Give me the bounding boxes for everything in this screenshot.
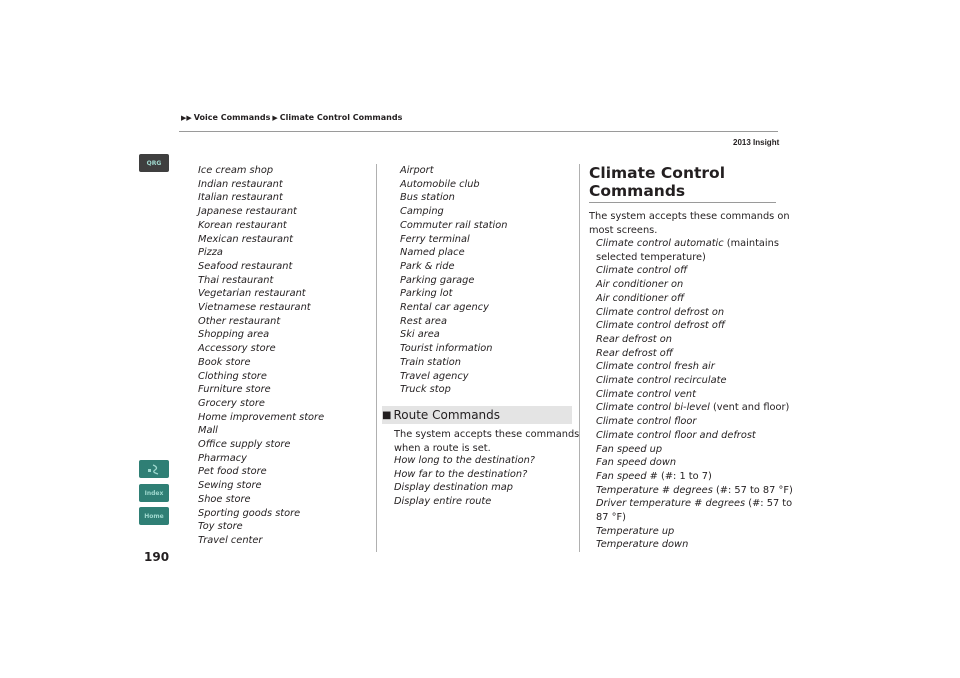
- list-item: How far to the destination?: [394, 468, 528, 480]
- list-item: Camping: [400, 206, 444, 218]
- list-item: Display destination map: [394, 482, 513, 494]
- list-item: Accessory store: [198, 343, 276, 355]
- command-text: Fan speed down: [596, 457, 677, 469]
- climate-control-title: Climate Control Commands: [589, 164, 726, 200]
- toc-tab[interactable]: [139, 460, 169, 478]
- list-item: [596, 443, 793, 457]
- list-item: Other restaurant: [198, 315, 281, 327]
- home-label: Home: [144, 512, 164, 520]
- list-item: Parking garage: [400, 274, 475, 286]
- qrg-tab[interactable]: [139, 154, 169, 172]
- list-item: [596, 525, 793, 539]
- command-text: Temperature # degrees: [596, 484, 713, 496]
- command-text: Temperature up: [596, 525, 675, 537]
- list-item: Furniture store: [198, 384, 271, 396]
- command-note: (vent and floor): [709, 402, 790, 414]
- column-divider: [376, 164, 377, 552]
- square-bullet-icon: ■: [382, 409, 392, 421]
- list-item: Tourist information: [400, 343, 493, 355]
- command-note: (#: 57 to 87 °F): [712, 484, 793, 496]
- list-item: Travel agency: [400, 370, 469, 382]
- command-text: Climate control vent: [596, 388, 696, 400]
- list-item: Automobile club: [400, 178, 480, 190]
- route-commands-list: [394, 454, 535, 509]
- command-note: 87 °F): [596, 512, 626, 524]
- list-item: Pet food store: [198, 466, 267, 478]
- command-text: Climate control defrost on: [596, 306, 725, 318]
- list-item: [596, 319, 793, 333]
- command-text: Climate control bi-level: [596, 402, 710, 414]
- list-item: [596, 333, 793, 347]
- list-item: [596, 388, 793, 402]
- list-item: Toy store: [198, 521, 243, 533]
- list-item: Park & ride: [400, 260, 455, 272]
- command-note: selected temperature): [596, 251, 706, 263]
- list-item: Truck stop: [400, 384, 451, 396]
- list-item: [596, 306, 793, 320]
- command-text: Climate control floor and defrost: [596, 429, 756, 441]
- arrow-right-icon: ▶: [272, 113, 278, 122]
- toc-icon: [147, 463, 161, 475]
- list-item: Vietnamese restaurant: [198, 302, 311, 314]
- index-tab[interactable]: [139, 484, 169, 502]
- list-item: Ski area: [400, 329, 440, 341]
- command-text: Climate control off: [596, 265, 688, 277]
- command-text: Air conditioner on: [596, 279, 684, 291]
- list-item: [596, 456, 793, 470]
- list-item: Sewing store: [198, 480, 262, 492]
- list-item: [596, 292, 793, 306]
- list-item: Ferry terminal: [400, 233, 470, 245]
- climate-intro: The system accepts these commands on most screens.: [589, 211, 790, 236]
- breadcrumb: [181, 113, 402, 122]
- list-item: Bus station: [400, 192, 455, 204]
- list-item: Indian restaurant: [198, 178, 283, 190]
- list-item: [596, 347, 793, 361]
- list-item: [596, 374, 793, 388]
- command-text: Climate control floor: [596, 416, 697, 428]
- climate-commands-list: [596, 237, 793, 552]
- command-text: Rear defrost on: [596, 333, 672, 345]
- arrow-right-icon: ▶▶: [181, 113, 192, 122]
- home-tab[interactable]: [139, 507, 169, 525]
- list-item: Seafood restaurant: [198, 260, 293, 272]
- command-text: Climate control fresh air: [596, 361, 715, 373]
- list-item: [596, 484, 793, 498]
- list-item: Commuter rail station: [400, 219, 508, 231]
- list-item: Parking lot: [400, 288, 453, 300]
- list-item: [596, 429, 793, 443]
- command-text: Climate control automatic: [596, 238, 724, 249]
- list-item: How long to the destination?: [394, 455, 535, 466]
- command-text: Fan speed up: [596, 443, 663, 455]
- column-divider: [579, 164, 580, 552]
- list-item: Display entire route: [394, 496, 492, 508]
- command-text: Rear defrost off: [596, 347, 673, 359]
- list-item: Korean restaurant: [198, 219, 287, 231]
- list-item: Train station: [400, 356, 462, 368]
- title-rule: [589, 202, 776, 203]
- command-text: Driver temperature # degrees: [596, 498, 746, 510]
- header-rule: [179, 131, 778, 132]
- breadcrumb-level2[interactable]: Climate Control Commands: [279, 113, 403, 122]
- list-item: Clothing store: [198, 370, 267, 382]
- list-item: Named place: [400, 247, 465, 259]
- list-item: Grocery store: [198, 397, 265, 409]
- model-name: 2013 Insight: [733, 138, 780, 147]
- list-item: Vegetarian restaurant: [198, 288, 306, 300]
- list-item: Shoe store: [198, 493, 251, 505]
- route-commands-header: [382, 406, 572, 424]
- list-item: [596, 401, 793, 415]
- list-item: [596, 264, 793, 278]
- list-item: [596, 511, 793, 525]
- list-item: [596, 251, 793, 265]
- command-text: Fan speed #: [596, 470, 658, 482]
- list-item: Home improvement store: [198, 411, 325, 423]
- list-item: [596, 538, 793, 552]
- list-item: Thai restaurant: [198, 274, 274, 286]
- route-commands-title: Route Commands: [393, 408, 501, 422]
- list-item: [596, 278, 793, 292]
- list-item: Ice cream shop: [198, 165, 274, 176]
- list-item: Rental car agency: [400, 302, 489, 314]
- list-item: Mall: [198, 425, 218, 437]
- list-item: [596, 415, 793, 429]
- list-item: Mexican restaurant: [198, 233, 294, 245]
- breadcrumb-level1[interactable]: Voice Commands: [193, 113, 271, 122]
- command-text: Air conditioner off: [596, 292, 685, 304]
- list-item: Airport: [400, 165, 434, 176]
- index-label: Index: [144, 489, 164, 497]
- list-item: Travel center: [198, 534, 263, 546]
- command-note: (maintains: [723, 238, 779, 249]
- qrg-label: QRG: [146, 159, 162, 167]
- command-text: Climate control defrost off: [596, 320, 725, 332]
- list-item: [596, 470, 793, 484]
- list-item: Shopping area: [198, 329, 270, 341]
- category-list-2: [400, 164, 507, 397]
- category-list-1: [198, 164, 324, 548]
- list-item: [596, 237, 793, 251]
- command-note: (#: 1 to 7): [657, 470, 712, 482]
- route-intro: The system accepts these commands when a route is set.: [394, 429, 580, 454]
- page-number: 190: [144, 550, 170, 564]
- list-item: Italian restaurant: [198, 192, 283, 204]
- list-item: Pizza: [198, 247, 223, 259]
- list-item: Rest area: [400, 315, 447, 327]
- list-item: [596, 497, 793, 511]
- command-text: Climate control recirculate: [596, 375, 727, 387]
- list-item: Sporting goods store: [198, 507, 301, 519]
- command-text: Temperature down: [596, 539, 689, 551]
- list-item: Pharmacy: [198, 452, 247, 464]
- list-item: Japanese restaurant: [198, 206, 297, 218]
- list-item: Book store: [198, 356, 251, 368]
- list-item: [596, 360, 793, 374]
- command-note: (#: 57 to: [745, 498, 793, 510]
- list-item: Office supply store: [198, 439, 291, 451]
